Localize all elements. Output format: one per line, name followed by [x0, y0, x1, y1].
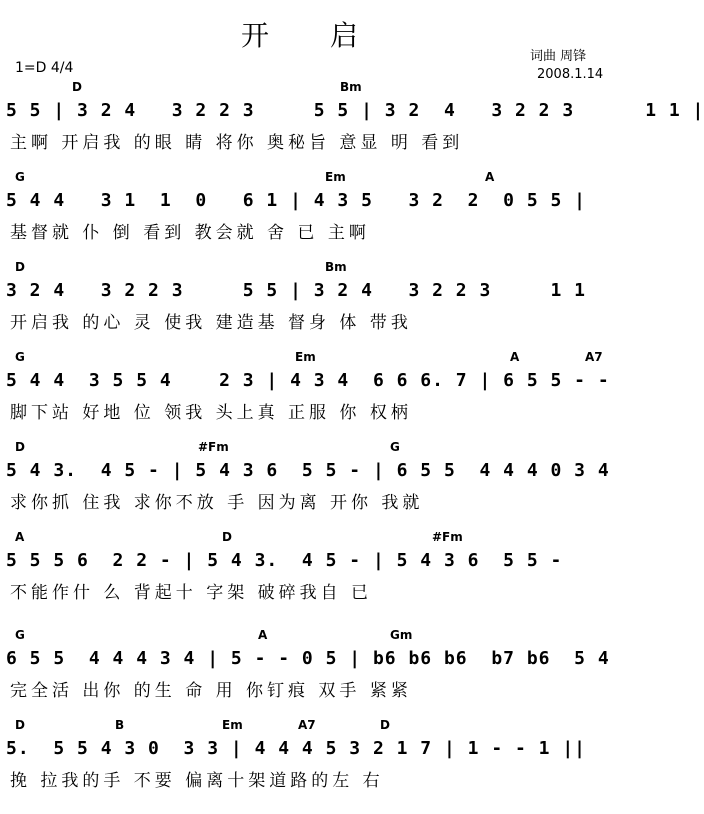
score-row	[0, 718, 625, 808]
notation-line: 5 5 | 3 2 4 3 2 2 3 5 5 | 3 2 4 3 2 2 3 1 1 |	[6, 100, 704, 121]
notation-line: 5 5 5 6 2 2 - | 5 4 3. 4 5 - | 5 4 3 6 5 5 -	[6, 550, 563, 571]
chord-symbol: A	[258, 628, 268, 642]
chord-symbol: Bm	[325, 260, 347, 274]
chord-symbol: #Fm	[198, 440, 229, 454]
chord-symbol: #Fm	[432, 530, 463, 544]
chord-symbol: B	[115, 718, 125, 732]
credits-date: 2008.1.14	[537, 67, 604, 82]
chord-symbol: A7	[298, 718, 316, 732]
chord-symbol: D	[380, 718, 390, 732]
lyrics-line: 挽 拉我的手 不要 偏离十架道路的左 右	[10, 771, 384, 791]
lyrics-line: 完全活 出你 的生 命 用 你钉痕 双手 紧紧	[10, 681, 412, 701]
notation-line: 5 4 4 3 1 1 0 6 1 | 4 3 5 3 2 2 0 5 5 |	[6, 190, 587, 211]
chord-symbol: G	[15, 170, 25, 184]
chord-symbol: A	[15, 530, 25, 544]
score-row	[0, 260, 625, 350]
lyrics-line: 求你抓 住我 求你不放 手 因为离 开你 我就	[10, 493, 424, 513]
chord-symbol: Em	[325, 170, 346, 184]
notation-line: 5. 5 5 4 3 0 3 3 | 4 4 4 5 3 2 1 7 | 1 - - 1 ||	[6, 738, 587, 759]
chord-symbol: Em	[222, 718, 243, 732]
chord-symbol: A	[485, 170, 495, 184]
notation-line: 6 5 5 4 4 4 3 4 | 5 - - 0 5 | b6 b6 b6 b7 b6 5 4	[6, 648, 610, 669]
chord-symbol: D	[72, 80, 82, 94]
chord-symbol: A	[510, 350, 520, 364]
chord-symbol: D	[15, 718, 25, 732]
chord-symbol: G	[15, 628, 25, 642]
chord-symbol: A7	[585, 350, 603, 364]
chord-symbol: D	[15, 260, 25, 274]
chord-symbol: Bm	[340, 80, 362, 94]
song-title: 开 启	[241, 19, 384, 52]
lyrics-line: 基督就 仆 倒 看到 教会就 舍 已 主啊	[10, 223, 370, 243]
lyrics-line: 脚下站 好地 位 领我 头上真 正服 你 权柄	[10, 403, 412, 423]
chord-symbol: Em	[295, 350, 316, 364]
notation-line: 5 4 4 3 5 5 4 2 3 | 4 3 4 6 6 6. 7 | 6 5 5 - -	[6, 370, 610, 391]
chord-symbol: G	[390, 440, 400, 454]
notation-line: 3 2 4 3 2 2 3 5 5 | 3 2 4 3 2 2 3 1 1	[6, 280, 587, 301]
lyrics-line: 主啊 开启我 的眼 睛 将你 奥秘旨 意显 明 看到	[10, 133, 464, 153]
chord-symbol: G	[15, 350, 25, 364]
score-row	[0, 170, 625, 260]
score-row	[0, 628, 625, 718]
chord-symbol: Gm	[390, 628, 413, 642]
credits-writer: 词曲 周锋	[530, 49, 587, 64]
score-row	[0, 80, 704, 170]
score-row	[0, 440, 625, 530]
chord-symbol: D	[15, 440, 25, 454]
notation-line: 5 4 3. 4 5 - | 5 4 3 6 5 5 - | 6 5 5 4 4 4 0 3 4	[6, 460, 610, 481]
key-signature: 1=D 4/4	[15, 60, 74, 76]
lyrics-line: 不能作什 么 背起十 字架 破碎我自 已	[10, 583, 373, 603]
chord-symbol: D	[222, 530, 232, 544]
score-row	[0, 350, 625, 440]
lyrics-line: 开启我 的心 灵 使我 建造基 督身 体 带我	[10, 313, 412, 333]
score-row	[0, 530, 625, 620]
